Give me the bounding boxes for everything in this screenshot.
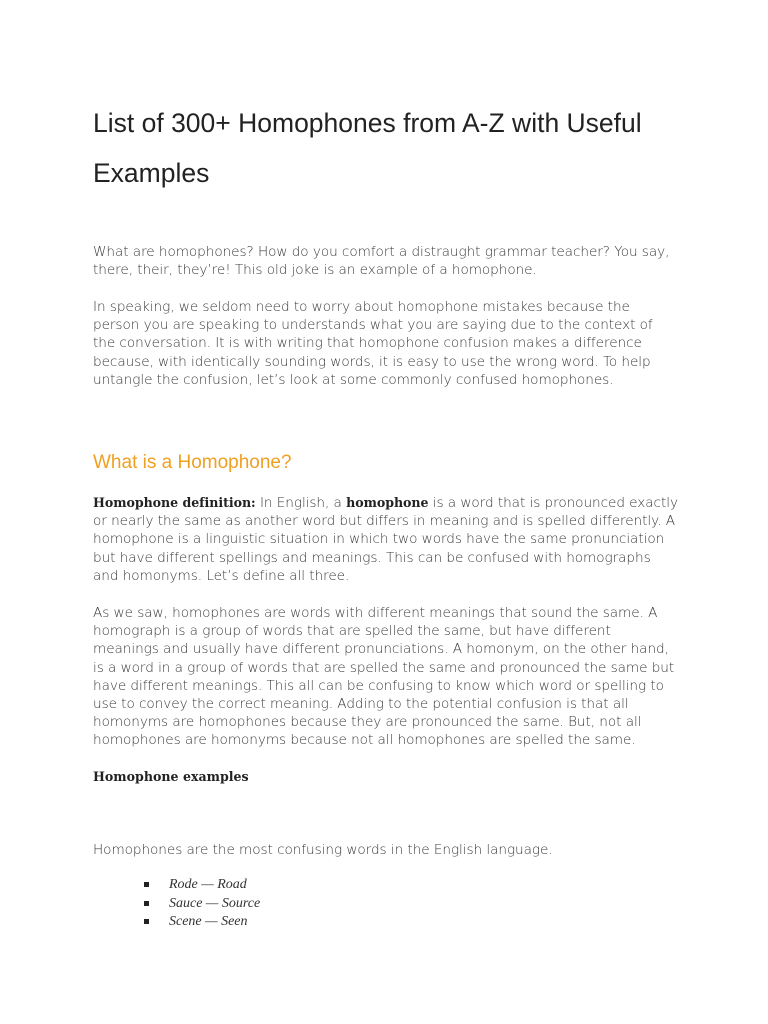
definition-term: homophone [346, 495, 429, 510]
examples-intro: Homophones are the most confusing words in the English language. [93, 842, 553, 858]
example-text: Scene — Seen [169, 914, 248, 929]
examples-list [140, 876, 260, 932]
bullet-icon [144, 919, 149, 924]
bullet-icon [144, 901, 149, 906]
article-title: List of 300+ Homophones from A-Z with Useful Examples [93, 108, 642, 188]
definition-text-after: is a word that is pronounced exactly or nearly the same as another word but differs in meaning and is spelled differently. A homophone is a linguistic situation in which two words have the same pronunciation but have different spellings and meanings. This can be confused with homographs and homonyms. Let’s define all three. [93, 495, 678, 584]
definition-label: Homophone definition: [93, 495, 256, 510]
section-heading: What is a Homophone? [93, 452, 292, 473]
examples-heading: Homophone examples [93, 769, 249, 784]
example-text: Sauce — Source [169, 895, 261, 911]
intro-paragraph-2: In speaking, we seldom need to worry about homophone mistakes because the person you are speaking to understands what you are saying due to the context of the conversation. It is with writing that homophone confusion makes a difference because, with identically sounding words, it is easy to use the wrong word. To help untangle the confusion, let’s look at some commonly confused homophones. [93, 299, 653, 388]
explanation-paragraph: As we saw, homophones are words with different meanings that sound the same. A homograph is a group of words that are spelled the same, but have different meanings and usually have different pronunciations. A homonym, on the other hand, is a word in a group of words that are spelled the same and pronounced the same but have different meanings. This all can be confusing to know which word or spelling to use to convey the correct meaning. Adding to the potential confusion is that all homonyms are homophones because they are pronounced the same. But, not all homophones are homonyms because not all homophones are spelled the same. [93, 605, 675, 749]
list-item [140, 876, 260, 895]
definition-paragraph [93, 494, 678, 585]
example-text: Rode — Road [169, 877, 247, 892]
list-item [140, 895, 260, 914]
intro-paragraph-1: What are homophones? How do you comfort a distraught grammar teacher? You say, there, their, they’re! This old joke is an example of a homophone. [93, 244, 670, 279]
list-item [140, 913, 260, 932]
bullet-icon [144, 882, 149, 887]
definition-text-before: In English, a [255, 495, 347, 511]
